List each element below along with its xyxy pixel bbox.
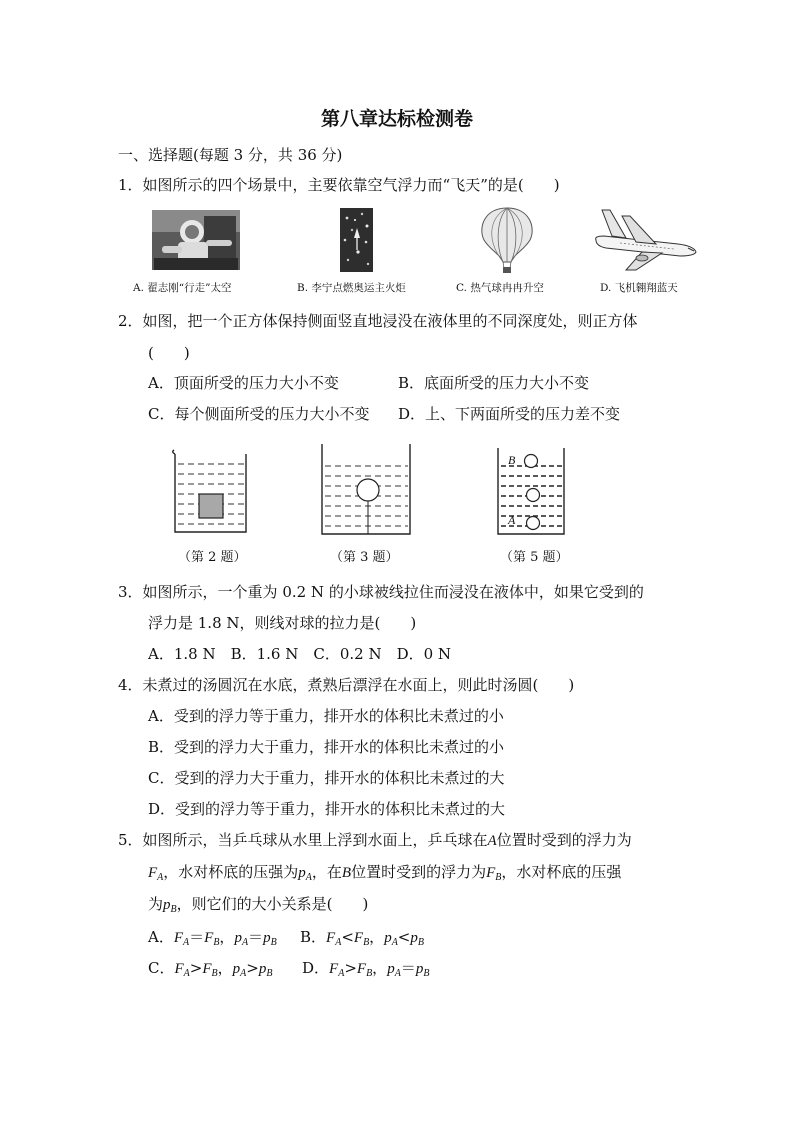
q1-caption-c: C. 热气球冉冉升空 — [456, 282, 544, 294]
q1-image-b-torch — [340, 208, 373, 272]
q2-answer-paren: ( ) — [148, 344, 190, 362]
fig-q3-caption: （第 3 题） — [330, 550, 399, 565]
q5-option-b: B．$F_A<F_B$，$p_A<p_B$ — [300, 928, 424, 948]
q1-image-d-airplane — [590, 206, 700, 272]
q5-stem-line3: 为$p_B$，则它们的大小关系是( ) — [148, 895, 369, 915]
q2-option-a: A．顶面所受的压力大小不变 — [148, 374, 339, 392]
q3-options: A．1.8 N B．1.6 N C．0.2 N D．0 N — [148, 645, 452, 663]
fig-q5-label-b: B — [508, 453, 516, 467]
q4-option-d: D．受到的浮力等于重力，排开水的体积比未煮过的大 — [148, 800, 506, 818]
page-title: 第八章达标检测卷 — [320, 108, 473, 130]
q5-stem-line2: $F_A$，水对杯底的压强为$p_A$，在B位置时受到的浮力为$F_B$，水对杯底的压强 — [148, 863, 622, 883]
q4-option-c: C．受到的浮力大于重力，排开水的体积比未煮过的大 — [148, 769, 505, 787]
q1-image-c-balloon — [478, 206, 536, 274]
q1-image-a-astronaut — [152, 210, 240, 270]
q1-caption-a: A. 翟志刚“行走”太空 — [133, 282, 232, 294]
fig-q5-caption: （第 5 题） — [500, 550, 569, 565]
fig-q2-beaker — [170, 450, 250, 536]
q2-stem: 2．如图，把一个正方体保持侧面竖直地浸没在液体里的不同深度处，则正方体 — [118, 312, 638, 330]
fig-q2-caption: （第 2 题） — [178, 550, 247, 565]
fig-q5-cup — [496, 448, 566, 536]
q1-caption-b: B. 李宁点燃奥运主火炬 — [297, 282, 406, 294]
section-heading: 一、选择题(每题 3 分，共 36 分) — [118, 146, 343, 164]
q2-option-b: B．底面所受的压力大小不变 — [398, 374, 590, 392]
q3-stem-line2: 浮力是 1.8 N，则线对球的拉力是( ) — [148, 614, 417, 632]
q1-caption-d: D. 飞机翱翔蓝天 — [600, 282, 678, 294]
q4-option-a: A．受到的浮力等于重力，排开水的体积比未煮过的小 — [148, 707, 504, 725]
q3-stem-line1: 3．如图所示，一个重为 0.2 N 的小球被线拉住而浸没在液体中，如果它受到的 — [118, 583, 644, 601]
q5-option-c: C．$F_A>F_B$，$p_A>p_B$ — [148, 959, 273, 979]
q5-option-d: D．$F_A>F_B$，$p_A=p_B$ — [302, 959, 430, 979]
q5-option-a: A．$F_A=F_B$，$p_A=p_B$ — [148, 928, 277, 948]
fig-q3-container — [320, 444, 412, 536]
q4-option-b: B．受到的浮力大于重力，排开水的体积比未煮过的小 — [148, 738, 505, 756]
q2-option-c: C．每个侧面所受的压力大小不变 — [148, 405, 370, 423]
fig-q5-label-a: A — [508, 513, 516, 527]
q1-stem: 1．如图所示的四个场景中，主要依靠空气浮力而“飞天”的是( ) — [118, 176, 560, 194]
q2-option-d: D．上、下两面所受的压力差不变 — [398, 405, 621, 423]
q5-stem-line1: 5．如图所示，当乒乓球从水里上浮到水面上，乒乓球在A位置时受到的浮力为 — [118, 831, 632, 849]
q4-stem: 4．未煮过的汤圆沉在水底，煮熟后漂浮在水面上，则此时汤圆( ) — [118, 676, 575, 694]
